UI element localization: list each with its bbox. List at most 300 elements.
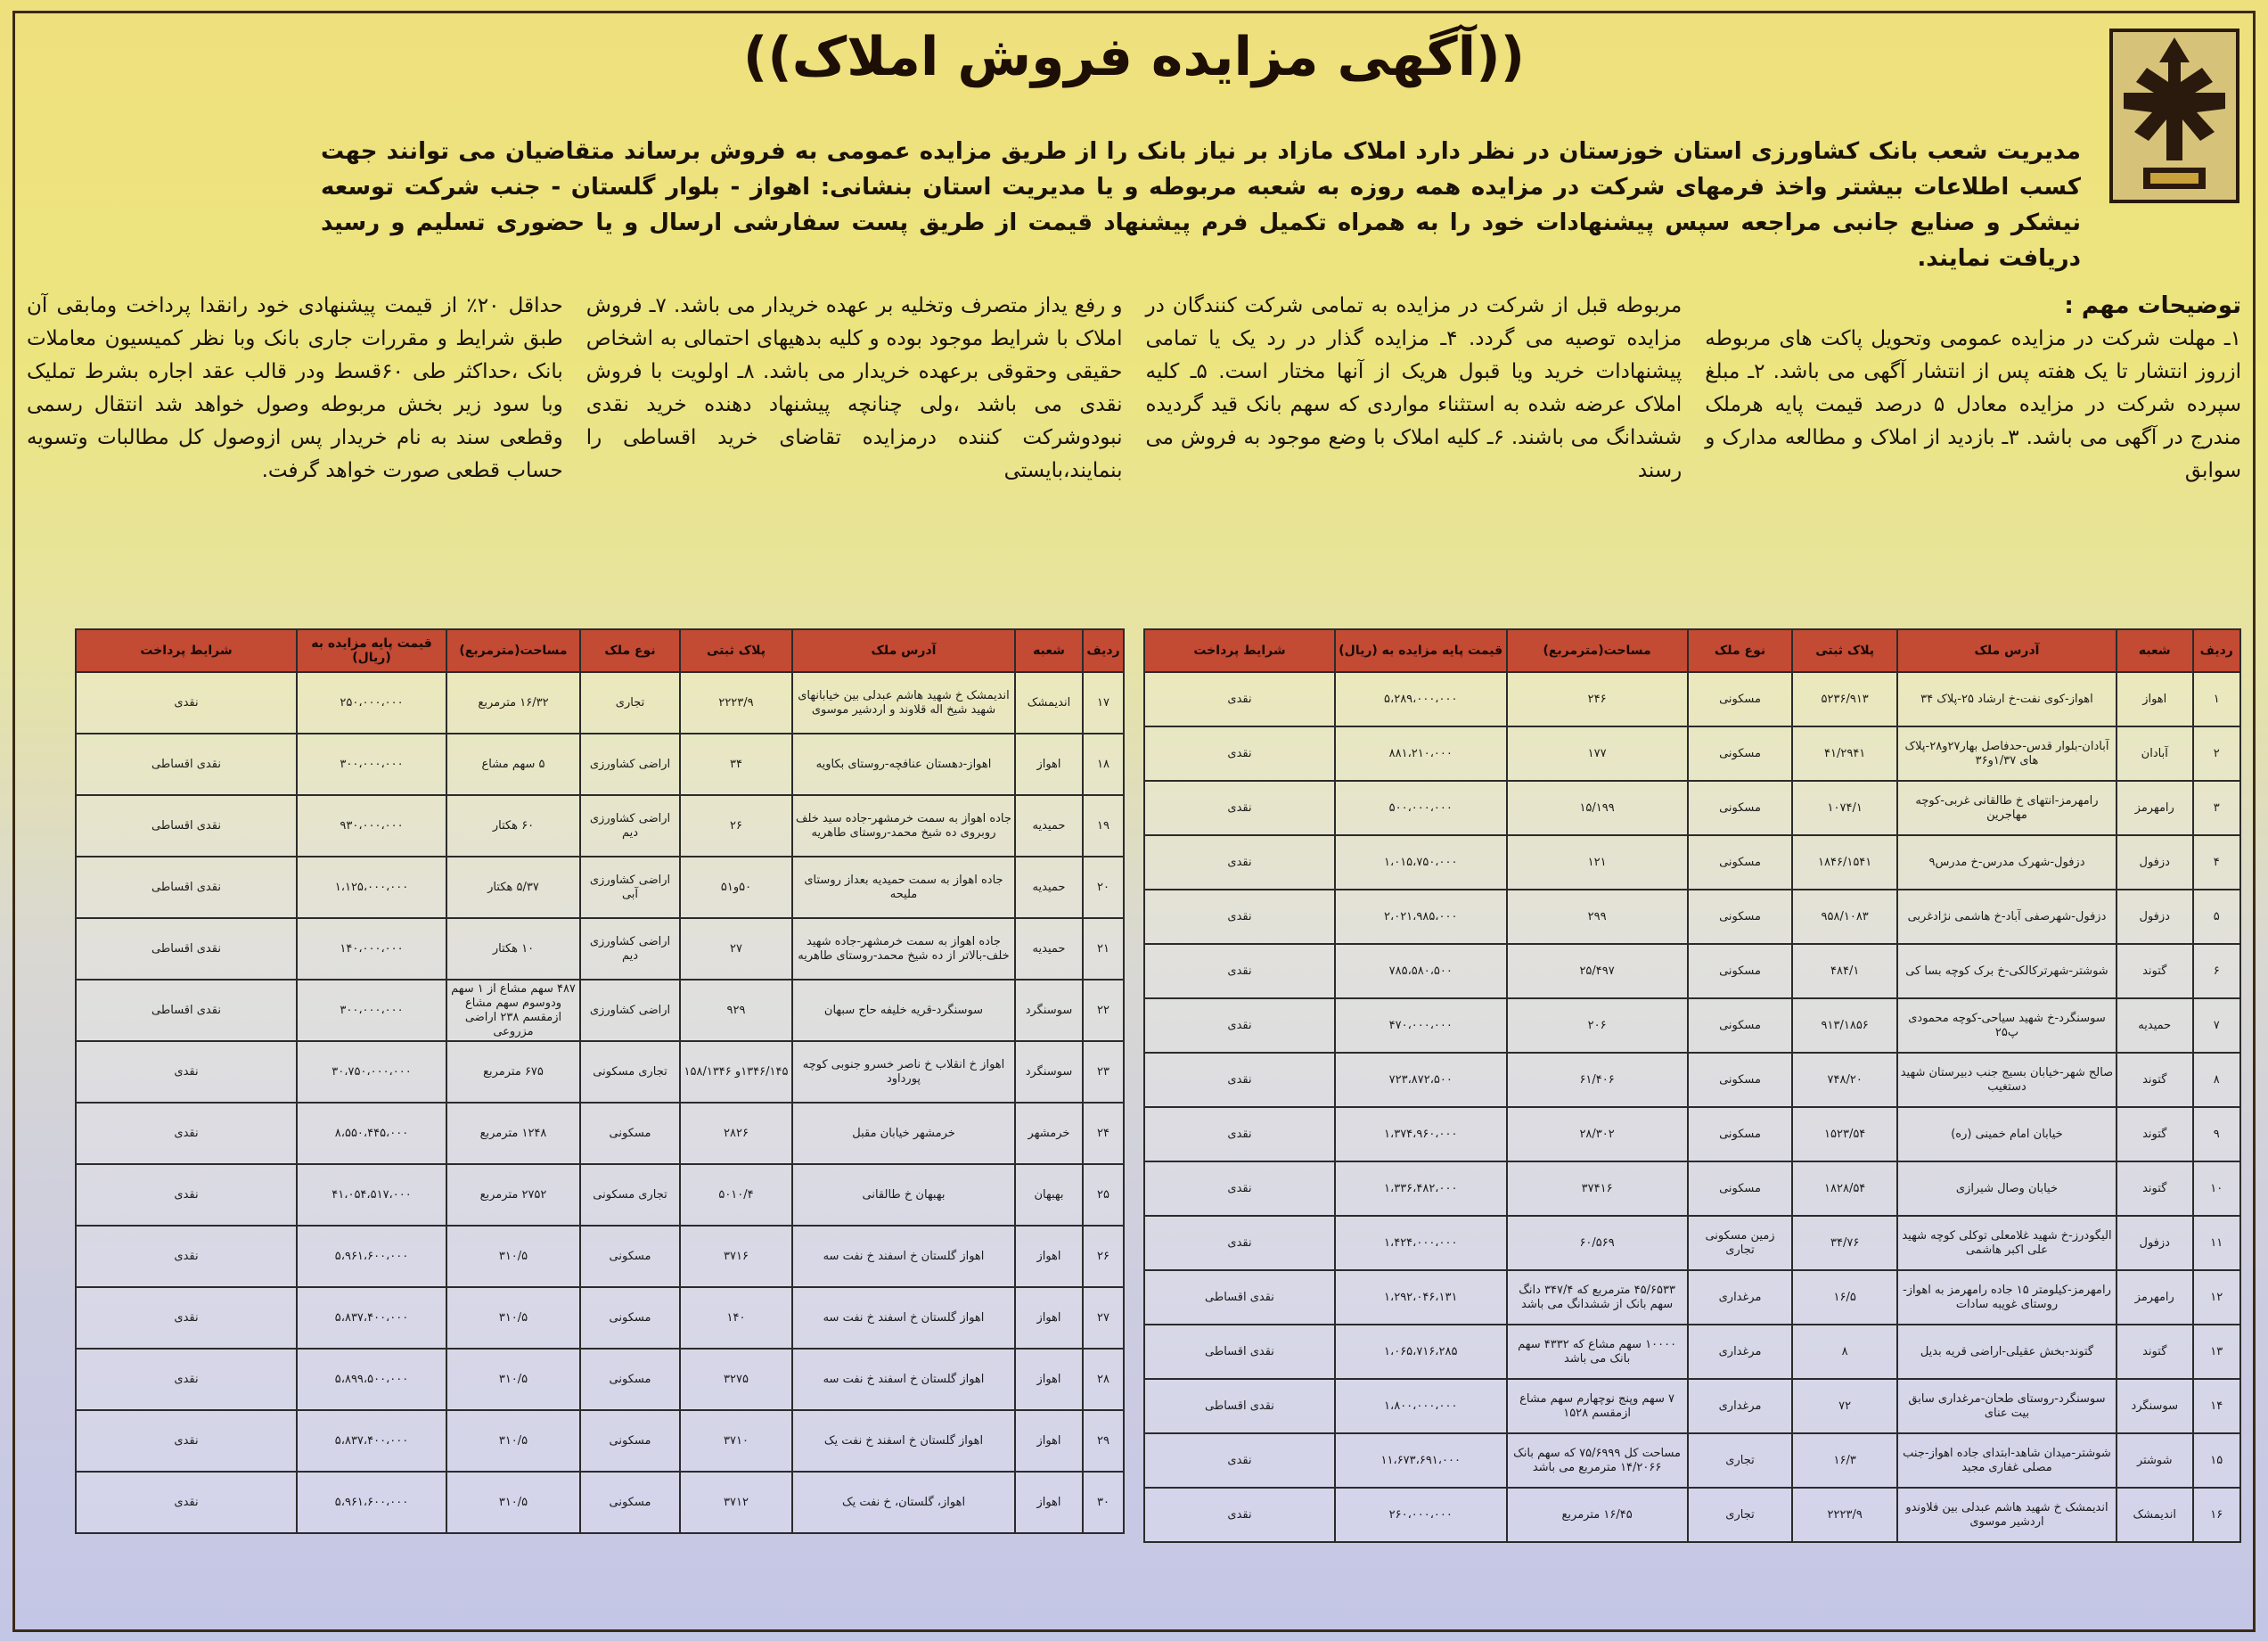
- cell-address: خیابان امام خمینی (ره): [1897, 1107, 2117, 1161]
- cell-row-number: ۲۸: [1083, 1349, 1124, 1410]
- notes-text-1: ۱ـ مهلت شرکت در مزایده عمومی وتحویل پاکت های مربوطه ازروز انتشار تا یک هفته پس از انتشار آگهی می باشد. ۲ـ مبلغ سپرده شرکت در مزایده معادل ۵ درصد قیمت پایه هرملک مندرج در آگهی می باشد. ۳ـ بازدید از املاک و مطالعه مدارک و سوابق: [1705, 327, 2241, 482]
- cell-base-price: ۲۶۰،۰۰۰،۰۰۰: [1335, 1488, 1507, 1542]
- table-row: [76, 1226, 1124, 1287]
- cell-payment-terms: نقدی: [76, 1103, 297, 1164]
- cell-property-type: مسکونی: [580, 1472, 680, 1533]
- cell-row-number: ۱۳: [2193, 1325, 2240, 1379]
- cell-area: ۱۲۱: [1507, 835, 1688, 890]
- table-row: [76, 1041, 1124, 1103]
- cell-plate: ۳۲۷۵: [680, 1349, 792, 1410]
- cell-branch: گتوند: [2117, 1107, 2193, 1161]
- cell-area: ۶۷۵ مترمربع: [446, 1041, 580, 1103]
- cell-plate: ۳۷۱۶: [680, 1226, 792, 1287]
- cell-branch: حمیدیه: [1015, 795, 1083, 857]
- intro-paragraph: مدیریت شعب بانک کشاورزی استان خوزستان در نظر دارد املاک مازاد بر نیاز بانک را از طریق مزایده عمومی به فروش برساند متقاضیان می توانند جهت کسب اطلاعات بیشتر واخذ فرمهای شرکت در مزایده همه روزه به شعبه مربوطه و یا مدیریت استان بنشانی: اهواز - بلوار گلستان - جنب شرکت توسعه نیشکر و صنایع جانبی مراجعه سپس پیشنهادات خود را به همراه تکمیل فرم پیشنهاد قیمت از طریق پست سفارشی ارسال و یا حضوری تسلیم و رسید دریافت نمایند.: [321, 138, 2081, 272]
- cell-area: ۴۸۷ سهم مشاع از ۱ سهم ودوسوم سهم مشاع ازمقسم ۲۳۸ اراضی مزروعی: [446, 980, 580, 1041]
- cell-base-price: ۱،۸۰۰،۰۰۰،۰۰۰: [1335, 1379, 1507, 1433]
- cell-payment-terms: نقدی: [76, 1349, 297, 1410]
- cell-row-number: ۳: [2193, 781, 2240, 835]
- cell-row-number: ۱۴: [2193, 1379, 2240, 1433]
- cell-row-number: ۱۱: [2193, 1216, 2240, 1270]
- table-row: [1144, 1053, 2240, 1107]
- cell-property-type: مسکونی: [1688, 781, 1793, 835]
- cell-plate: ۴۸۴/۱: [1792, 944, 1897, 998]
- cell-payment-terms: نقدی اقساطی: [76, 980, 297, 1041]
- cell-branch: حمیدیه: [1015, 918, 1083, 980]
- cell-row-number: ۱۸: [1083, 734, 1124, 795]
- cell-base-price: ۳۰۰،۰۰۰،۰۰۰: [297, 734, 446, 795]
- cell-payment-terms: نقدی اقساطی: [1144, 1270, 1335, 1325]
- cell-address: اهواز-دهستان عنافچه-روستای بکاویه: [792, 734, 1015, 795]
- cell-plate: ۵۲۳۶/۹۱۳: [1792, 672, 1897, 726]
- cell-address: دزفول-شهرک مدرس-خ مدرس۹: [1897, 835, 2117, 890]
- cell-plate: ۵۰۱۰/۴: [680, 1164, 792, 1226]
- table-row: [76, 1410, 1124, 1472]
- col-header-type: نوع ملک: [580, 629, 680, 672]
- cell-payment-terms: نقدی اقساطی: [1144, 1379, 1335, 1433]
- cell-payment-terms: نقدی: [1144, 1053, 1335, 1107]
- cell-plate: ۷۲: [1792, 1379, 1897, 1433]
- cell-row-number: ۱۷: [1083, 672, 1124, 734]
- cell-plate: ۳۴: [680, 734, 792, 795]
- notes-column-3: و رفع یداز متصرف وتخلیه بر عهده خریدار می باشد. ۷ـ فروش املاک با شرایط موجود بوده و کلیه بدهیهای احتمالی به اشخاص حقیقی وحقوقی برعهده خریدار می باشد. ۸ـ اولویت با فروش نقدی می باشد ،ولی چنانچه پیشنهاد دهنده خرید نقدی نبودوشرکت کننده درمزایده تقاضای خرید اقساطی را بنمایند،بایستی: [585, 294, 1123, 482]
- table-row: [76, 980, 1124, 1041]
- cell-base-price: ۲،۰۲۱،۹۸۵،۰۰۰: [1335, 890, 1507, 944]
- cell-base-price: ۴۷۰،۰۰۰،۰۰۰: [1335, 998, 1507, 1053]
- cell-branch: رامهرمز: [2117, 781, 2193, 835]
- col-header-address: آدرس ملک: [792, 629, 1015, 672]
- cell-branch: دزفول: [2117, 1216, 2193, 1270]
- cell-address: اهواز گلستان خ اسفند خ نفت سه: [792, 1287, 1015, 1349]
- col-header-price: قیمت پایه مزایده به (ریال): [1335, 629, 1507, 672]
- cell-row-number: ۲: [2193, 726, 2240, 781]
- cell-address: خیابان وصال شیرازی: [1897, 1161, 2117, 1216]
- cell-property-type: مسکونی: [1688, 890, 1793, 944]
- table-row: [76, 1103, 1124, 1164]
- cell-payment-terms: نقدی اقساطی: [76, 857, 297, 918]
- cell-property-type: تجاری: [1688, 1488, 1793, 1542]
- cell-payment-terms: نقدی: [1144, 944, 1335, 998]
- cell-payment-terms: نقدی: [76, 672, 297, 734]
- cell-property-type: تجاری مسکونی: [580, 1041, 680, 1103]
- cell-plate: ۱۵۲۳/۵۴: [1792, 1107, 1897, 1161]
- cell-row-number: ۶: [2193, 944, 2240, 998]
- cell-payment-terms: نقدی اقساطی: [76, 734, 297, 795]
- cell-address: شوشتر-میدان شاهد-ابتدای جاده اهواز-جنب مصلی غفاری مجید: [1897, 1433, 2117, 1488]
- table-row: [1144, 1433, 2240, 1488]
- cell-row-number: ۲۵: [1083, 1164, 1124, 1226]
- cell-row-number: ۵: [2193, 890, 2240, 944]
- cell-area: ۳۱۰/۵: [446, 1287, 580, 1349]
- cell-base-price: ۵۰۰،۰۰۰،۰۰۰: [1335, 781, 1507, 835]
- table-row: [1144, 1379, 2240, 1433]
- col-header-price: قیمت پایه مزایده به (ریال): [297, 629, 446, 672]
- cell-property-type: اراضی کشاورزی دیم: [580, 795, 680, 857]
- table-row: [1144, 1488, 2240, 1542]
- cell-plate: ۸: [1792, 1325, 1897, 1379]
- cell-plate: ۱۰۷۴/۱: [1792, 781, 1897, 835]
- table-row: [1144, 1325, 2240, 1379]
- cell-base-price: ۵،۸۳۷،۴۰۰،۰۰۰: [297, 1410, 446, 1472]
- cell-address: رامهرمز-کیلومتر ۱۵ جاده رامهرمز به اهواز-روستای غویبه سادات: [1897, 1270, 2117, 1325]
- cell-property-type: مسکونی: [580, 1103, 680, 1164]
- cell-plate: ۲۲۲۳/۹: [680, 672, 792, 734]
- cell-payment-terms: نقدی: [76, 1287, 297, 1349]
- page-title: ((آگهی مزایده فروش املاک)): [742, 26, 1526, 88]
- cell-payment-terms: نقدی: [1144, 1488, 1335, 1542]
- cell-address: اندیمشک خ شهید هاشم عبدلی بین خیابانهای شهید شیخ اله قلاوند و اردشیر موسوی: [792, 672, 1015, 734]
- cell-base-price: ۷۲۳،۸۷۲،۵۰۰: [1335, 1053, 1507, 1107]
- table-row: [1144, 1161, 2240, 1216]
- table-row: [76, 918, 1124, 980]
- cell-address: سوسنگرد-خ شهید سیاحی-کوچه محمودی پ۲۵: [1897, 998, 2117, 1053]
- cell-property-type: مسکونی: [1688, 1161, 1793, 1216]
- cell-area: ۳۱۰/۵: [446, 1472, 580, 1533]
- cell-payment-terms: نقدی: [1144, 1433, 1335, 1488]
- cell-row-number: ۲۷: [1083, 1287, 1124, 1349]
- cell-row-number: ۱۰: [2193, 1161, 2240, 1216]
- cell-plate: ۲۸۲۶: [680, 1103, 792, 1164]
- cell-row-number: ۷: [2193, 998, 2240, 1053]
- cell-area: ۱۶/۳۲ مترمربع: [446, 672, 580, 734]
- cell-branch: گتوند: [2117, 1053, 2193, 1107]
- cell-base-price: ۱،۴۲۴،۰۰۰،۰۰۰: [1335, 1216, 1507, 1270]
- table-row: [1144, 726, 2240, 781]
- cell-area: ۶۰/۵۶۹: [1507, 1216, 1688, 1270]
- cell-address: جاده اهواز به سمت خرمشهر-جاده شهید خلف-بالاتر از ده شیخ محمد-روستای طاهریه: [792, 918, 1015, 980]
- col-header-payment: شرایط پرداخت: [76, 629, 297, 672]
- cell-address: اهواز-کوی نفت-خ ارشاد ۲۵-پلاک ۳۴: [1897, 672, 2117, 726]
- cell-branch: گتوند: [2117, 1161, 2193, 1216]
- cell-branch: گتوند: [2117, 1325, 2193, 1379]
- col-header-row-number: ردیف: [2193, 629, 2240, 672]
- cell-property-type: تجاری مسکونی: [580, 1164, 680, 1226]
- cell-payment-terms: نقدی: [1144, 998, 1335, 1053]
- cell-payment-terms: نقدی: [1144, 1216, 1335, 1270]
- table-row: [1144, 998, 2240, 1053]
- cell-base-price: ۸،۵۵۰،۴۴۵،۰۰۰: [297, 1103, 446, 1164]
- cell-address: گتوند-بخش عقیلی-اراضی قریه بدیل: [1897, 1325, 2117, 1379]
- cell-plate: ۴۱/۲۹۴۱: [1792, 726, 1897, 781]
- cell-base-price: ۱،۳۳۶،۴۸۲،۰۰۰: [1335, 1161, 1507, 1216]
- cell-property-type: اراضی کشاورزی: [580, 734, 680, 795]
- cell-payment-terms: نقدی: [1144, 1161, 1335, 1216]
- cell-branch: اهواز: [1015, 1226, 1083, 1287]
- cell-area: ۳۷۴۱۶: [1507, 1161, 1688, 1216]
- cell-address: بهبهان خ طالقانی: [792, 1164, 1015, 1226]
- col-header-payment: شرایط پرداخت: [1144, 629, 1335, 672]
- cell-row-number: ۲۶: [1083, 1226, 1124, 1287]
- cell-row-number: ۲۹: [1083, 1410, 1124, 1472]
- cell-property-type: مسکونی: [1688, 726, 1793, 781]
- col-header-plate: پلاک ثبتی: [680, 629, 792, 672]
- cell-area: ۲۷۵۲ مترمربع: [446, 1164, 580, 1226]
- cell-address: خرمشهر خیابان مقبل: [792, 1103, 1015, 1164]
- table-row: [1144, 835, 2240, 890]
- cell-plate: ۱۸۲۸/۵۴: [1792, 1161, 1897, 1216]
- cell-property-type: زمین مسکونی تجاری: [1688, 1216, 1793, 1270]
- cell-property-type: اراضی کشاورزی: [580, 980, 680, 1041]
- cell-payment-terms: نقدی: [76, 1410, 297, 1472]
- cell-payment-terms: نقدی اقساطی: [76, 795, 297, 857]
- cell-base-price: ۵،۸۹۹،۵۰۰،۰۰۰: [297, 1349, 446, 1410]
- cell-branch: سوسنگرد: [1015, 1041, 1083, 1103]
- bank-logo-icon: [2108, 27, 2241, 205]
- cell-property-type: مسکونی: [1688, 1053, 1793, 1107]
- cell-property-type: مسکونی: [580, 1349, 680, 1410]
- cell-area: ۳۱۰/۵: [446, 1349, 580, 1410]
- table-row: [1144, 944, 2240, 998]
- table-row: [1144, 1107, 2240, 1161]
- cell-property-type: مرغداری: [1688, 1379, 1793, 1433]
- cell-area: ۱۷۷: [1507, 726, 1688, 781]
- cell-branch: شوشتر: [2117, 1433, 2193, 1488]
- cell-branch: دزفول: [2117, 835, 2193, 890]
- cell-property-type: مسکونی: [1688, 672, 1793, 726]
- cell-plate: ۳۷۱۰: [680, 1410, 792, 1472]
- cell-property-type: مسکونی: [580, 1226, 680, 1287]
- cell-payment-terms: نقدی: [1144, 672, 1335, 726]
- cell-area: ۲۹۹: [1507, 890, 1688, 944]
- cell-payment-terms: نقدی: [1144, 890, 1335, 944]
- cell-address: جاده اهواز به سمت حمیدیه بعداز روستای ملیحه: [792, 857, 1015, 918]
- cell-area: ۱۰ هکتار: [446, 918, 580, 980]
- cell-payment-terms: نقدی: [1144, 1107, 1335, 1161]
- cell-payment-terms: نقدی اقساطی: [76, 918, 297, 980]
- cell-payment-terms: نقدی: [76, 1226, 297, 1287]
- cell-base-price: ۱،۰۱۵،۷۵۰،۰۰۰: [1335, 835, 1507, 890]
- cell-base-price: ۹۳۰،۰۰۰،۰۰۰: [297, 795, 446, 857]
- cell-area: ۶۱/۴۰۶: [1507, 1053, 1688, 1107]
- cell-branch: اندیمشک: [1015, 672, 1083, 734]
- cell-area: ۵/۳۷ هکتار: [446, 857, 580, 918]
- cell-base-price: ۱،۲۹۲،۰۴۶،۱۳۱: [1335, 1270, 1507, 1325]
- notes-column-4: حداقل ۲۰٪ از قیمت پیشنهادی خود رانقدا پرداخت ومابقی آن طبق شرایط و مقررات جاری بانک وبا نظر کمیسیون معاملات بانک ،حداکثر طی ۶۰قسط ودر قالب عقد اجاره بشرط تملیک وبا سود زیر بخش مربوطه وصول خواهد شد انتقال رسمی وقطعی سند به نام خریدار پس ازوصول کل مطالبات وتسویه حساب قطعی صورت خواهد گرفت.: [27, 294, 563, 482]
- cell-row-number: ۸: [2193, 1053, 2240, 1107]
- cell-property-type: اراضی کشاورزی دیم: [580, 918, 680, 980]
- cell-branch: اهواز: [2117, 672, 2193, 726]
- cell-branch: سوسنگرد: [1015, 980, 1083, 1041]
- cell-branch: اهواز: [1015, 734, 1083, 795]
- cell-address: صالح شهر-خیابان بسیج جنب دبیرستان شهید دستغیب: [1897, 1053, 2117, 1107]
- cell-property-type: مسکونی: [580, 1410, 680, 1472]
- table-row: [76, 857, 1124, 918]
- table-row: [1144, 781, 2240, 835]
- cell-address: شوشتر-شهرترکالکی-خ برک کوچه بسا کی: [1897, 944, 2117, 998]
- property-table-left: [75, 628, 1125, 1534]
- cell-property-type: مرغداری: [1688, 1270, 1793, 1325]
- cell-address: سوسنگرد-قریه خلیفه حاج سبهان: [792, 980, 1015, 1041]
- cell-row-number: ۱۵: [2193, 1433, 2240, 1488]
- cell-plate: ۲۲۲۳/۹: [1792, 1488, 1897, 1542]
- cell-plate: ۱۶/۳: [1792, 1433, 1897, 1488]
- cell-base-price: ۸۸۱،۲۱۰،۰۰۰: [1335, 726, 1507, 781]
- cell-address: جاده اهواز به سمت خرمشهر-جاده سید خلف روبروی ده شیخ محمد-روستای طاهریه: [792, 795, 1015, 857]
- cell-base-price: ۵،۸۳۷،۴۰۰،۰۰۰: [297, 1287, 446, 1349]
- cell-row-number: ۲۳: [1083, 1041, 1124, 1103]
- cell-property-type: اراضی کشاورزی آبی: [580, 857, 680, 918]
- cell-branch: بهبهان: [1015, 1164, 1083, 1226]
- col-header-address: آدرس ملک: [1897, 629, 2117, 672]
- cell-row-number: ۲۲: [1083, 980, 1124, 1041]
- col-header-branch: شعبه: [1015, 629, 1083, 672]
- cell-branch: دزفول: [2117, 890, 2193, 944]
- cell-address: اهواز، گلستان، خ نفت یک: [792, 1472, 1015, 1533]
- cell-area: مساحت کل ۷۵/۶۹۹۹ که سهم بانک ۱۴/۲۰۶۶ مترمربع می باشد: [1507, 1433, 1688, 1488]
- cell-branch: اهواز: [1015, 1410, 1083, 1472]
- cell-branch: اهواز: [1015, 1349, 1083, 1410]
- cell-row-number: ۲۱: [1083, 918, 1124, 980]
- cell-area: ۴۵/۶۵۳۳ مترمربع که ۳۴۷/۴ دانگ سهم بانک از ششدانگ می باشد: [1507, 1270, 1688, 1325]
- table-row: [76, 795, 1124, 857]
- table-row: [76, 672, 1124, 734]
- cell-base-price: ۱،۳۷۴،۹۶۰،۰۰۰: [1335, 1107, 1507, 1161]
- col-header-area: مساحت(مترمربع): [446, 629, 580, 672]
- table-row: [1144, 1270, 2240, 1325]
- cell-plate: ۲۷: [680, 918, 792, 980]
- cell-area: ۱۰۰۰۰ سهم مشاع که ۴۳۳۲ سهم بانک می باشد: [1507, 1325, 1688, 1379]
- cell-payment-terms: نقدی: [76, 1041, 297, 1103]
- cell-area: ۷ سهم وپنج نوچهارم سهم مشاع ازمقسم ۱۵۲۸: [1507, 1379, 1688, 1433]
- cell-address: سوسنگرد-روستای طحان-مرغداری سابق بیت عنای: [1897, 1379, 2117, 1433]
- notes-column-2: مربوطه قبل از شرکت در مزایده به تمامی شرکت کنندگان در مزایده توصیه می گردد. ۴ـ مزایده گذار در رد یک یا تمامی پیشنهادات خرید ویا قبول هریک از آنها مختار است. ۵ـ کلیه املاک عرضه شده به استثناء مواردی که سهم بانک قید گردیده ششدانگ می باشند. ۶ـ کلیه املاک با وضع موجود به فروش می رسند: [1145, 294, 1683, 482]
- col-header-plate: پلاک ثبتی: [1792, 629, 1897, 672]
- cell-branch: حمیدیه: [2117, 998, 2193, 1053]
- cell-area: ۲۵/۴۹۷: [1507, 944, 1688, 998]
- table-row: [76, 1164, 1124, 1226]
- cell-payment-terms: نقدی: [76, 1472, 297, 1533]
- cell-property-type: مرغداری: [1688, 1325, 1793, 1379]
- cell-row-number: ۹: [2193, 1107, 2240, 1161]
- cell-row-number: ۲۴: [1083, 1103, 1124, 1164]
- cell-property-type: تجاری: [580, 672, 680, 734]
- cell-area: ۵ سهم مشاع: [446, 734, 580, 795]
- cell-area: ۱۶/۴۵ مترمربع: [1507, 1488, 1688, 1542]
- cell-area: ۳۱۰/۵: [446, 1226, 580, 1287]
- table-row: [1144, 890, 2240, 944]
- cell-base-price: ۵،۹۶۱،۶۰۰،۰۰۰: [297, 1226, 446, 1287]
- cell-base-price: ۴۱،۰۵۴،۵۱۷،۰۰۰: [297, 1164, 446, 1226]
- cell-payment-terms: نقدی: [76, 1164, 297, 1226]
- cell-branch: حمیدیه: [1015, 857, 1083, 918]
- cell-plate: ۲۶: [680, 795, 792, 857]
- cell-payment-terms: نقدی: [1144, 781, 1335, 835]
- cell-property-type: مسکونی: [1688, 944, 1793, 998]
- cell-address: اهواز خ انقلاب خ ناصر خسرو جنوبی کوچه پورداود: [792, 1041, 1015, 1103]
- cell-property-type: مسکونی: [1688, 1107, 1793, 1161]
- cell-address: اهواز گلستان خ اسفند خ نفت سه: [792, 1226, 1015, 1287]
- cell-property-type: مسکونی: [1688, 835, 1793, 890]
- cell-area: ۱۲۴۸ مترمربع: [446, 1103, 580, 1164]
- cell-payment-terms: نقدی: [1144, 835, 1335, 890]
- cell-plate: ۱۸۴۶/۱۵۴۱: [1792, 835, 1897, 890]
- cell-base-price: ۳۰۰،۰۰۰،۰۰۰: [297, 980, 446, 1041]
- cell-branch: اندیمشک: [2117, 1488, 2193, 1542]
- cell-area: ۲۴۶: [1507, 672, 1688, 726]
- cell-property-type: مسکونی: [580, 1287, 680, 1349]
- cell-base-price: ۵،۲۸۹،۰۰۰،۰۰۰: [1335, 672, 1507, 726]
- cell-property-type: تجاری: [1688, 1433, 1793, 1488]
- cell-plate: ۵۰و۵۱: [680, 857, 792, 918]
- cell-address: اندیمشک خ شهید هاشم عبدلی بین فلاوندو اردشیر موسوی: [1897, 1488, 2117, 1542]
- cell-base-price: ۷۸۵،۵۸۰،۵۰۰: [1335, 944, 1507, 998]
- cell-branch: گتوند: [2117, 944, 2193, 998]
- cell-address: دزفول-شهرصفی آباد-خ هاشمی نژادغربی: [1897, 890, 2117, 944]
- col-header-area: مساحت(مترمربع): [1507, 629, 1688, 672]
- cell-plate: ۱۳۴۶/۱۴۵و ۱۵۸/۱۳۴۶: [680, 1041, 792, 1103]
- table-row: [76, 1287, 1124, 1349]
- cell-base-price: ۱۴۰،۰۰۰،۰۰۰: [297, 918, 446, 980]
- cell-branch: سوسنگرد: [2117, 1379, 2193, 1433]
- notes-column-1: [1705, 290, 2241, 597]
- property-table-right: [1143, 628, 2241, 1543]
- cell-row-number: ۲۰: [1083, 857, 1124, 918]
- table-row: [76, 734, 1124, 795]
- cell-base-price: ۱۱،۶۷۳،۶۹۱،۰۰۰: [1335, 1433, 1507, 1488]
- cell-address: اهواز گلستان خ اسفند خ نفت سه: [792, 1349, 1015, 1410]
- cell-plate: ۱۶/۵: [1792, 1270, 1897, 1325]
- cell-base-price: ۱،۱۲۵،۰۰۰،۰۰۰: [297, 857, 446, 918]
- cell-base-price: ۱،۰۶۵،۷۱۶،۲۸۵: [1335, 1325, 1507, 1379]
- cell-payment-terms: نقدی اقساطی: [1144, 1325, 1335, 1379]
- cell-address: رامهرمز-انتهای خ طالقانی غربی-کوچه مهاجرین: [1897, 781, 2117, 835]
- cell-row-number: ۱۲: [2193, 1270, 2240, 1325]
- cell-row-number: ۴: [2193, 835, 2240, 890]
- cell-address: اهواز گلستان خ اسفند خ نفت یک: [792, 1410, 1015, 1472]
- cell-row-number: ۳۰: [1083, 1472, 1124, 1533]
- cell-branch: اهواز: [1015, 1287, 1083, 1349]
- table-header-row: [1144, 629, 2240, 672]
- cell-plate: ۳۴/۷۶: [1792, 1216, 1897, 1270]
- cell-row-number: ۱۶: [2193, 1488, 2240, 1542]
- cell-address: الیگودرز-خ شهید غلامعلی توکلی کوچه شهید علی اکبر هاشمی: [1897, 1216, 2117, 1270]
- cell-branch: رامهرمز: [2117, 1270, 2193, 1325]
- cell-payment-terms: نقدی: [1144, 726, 1335, 781]
- cell-area: ۲۸/۳۰۲: [1507, 1107, 1688, 1161]
- cell-base-price: ۳۰،۷۵۰،۰۰۰،۰۰۰: [297, 1041, 446, 1103]
- cell-plate: ۱۴۰: [680, 1287, 792, 1349]
- table-header-row: [76, 629, 1124, 672]
- col-header-type: نوع ملک: [1688, 629, 1793, 672]
- table-row: [76, 1349, 1124, 1410]
- table-row: [76, 1472, 1124, 1533]
- cell-plate: ۹۲۹: [680, 980, 792, 1041]
- cell-plate: ۹۵۸/۱۰۸۳: [1792, 890, 1897, 944]
- cell-plate: ۷۴۸/۲۰: [1792, 1053, 1897, 1107]
- table-row: [1144, 672, 2240, 726]
- cell-address: آبادان-بلوار قدس-حدفاصل بهار۲۷و۲۸-پلاک های ۱/۳۷و۳۶: [1897, 726, 2117, 781]
- notes-section: [27, 290, 2241, 597]
- cell-branch: اهواز: [1015, 1472, 1083, 1533]
- notes-heading: توضیحات مهم :: [2064, 292, 2241, 319]
- cell-row-number: ۱: [2193, 672, 2240, 726]
- cell-branch: خرمشهر: [1015, 1103, 1083, 1164]
- cell-plate: ۹۱۳/۱۸۵۶: [1792, 998, 1897, 1053]
- cell-row-number: ۱۹: [1083, 795, 1124, 857]
- cell-branch: آبادان: [2117, 726, 2193, 781]
- cell-area: ۳۱۰/۵: [446, 1410, 580, 1472]
- cell-area: ۶۰ هکتار: [446, 795, 580, 857]
- table-row: [1144, 1216, 2240, 1270]
- cell-area: ۲۰۶: [1507, 998, 1688, 1053]
- cell-base-price: ۵،۹۶۱،۶۰۰،۰۰۰: [297, 1472, 446, 1533]
- cell-property-type: مسکونی: [1688, 998, 1793, 1053]
- col-header-row-number: ردیف: [1083, 629, 1124, 672]
- col-header-branch: شعبه: [2117, 629, 2193, 672]
- cell-base-price: ۲۵۰،۰۰۰،۰۰۰: [297, 672, 446, 734]
- cell-plate: ۳۷۱۲: [680, 1472, 792, 1533]
- cell-area: ۱۵/۱۹۹: [1507, 781, 1688, 835]
